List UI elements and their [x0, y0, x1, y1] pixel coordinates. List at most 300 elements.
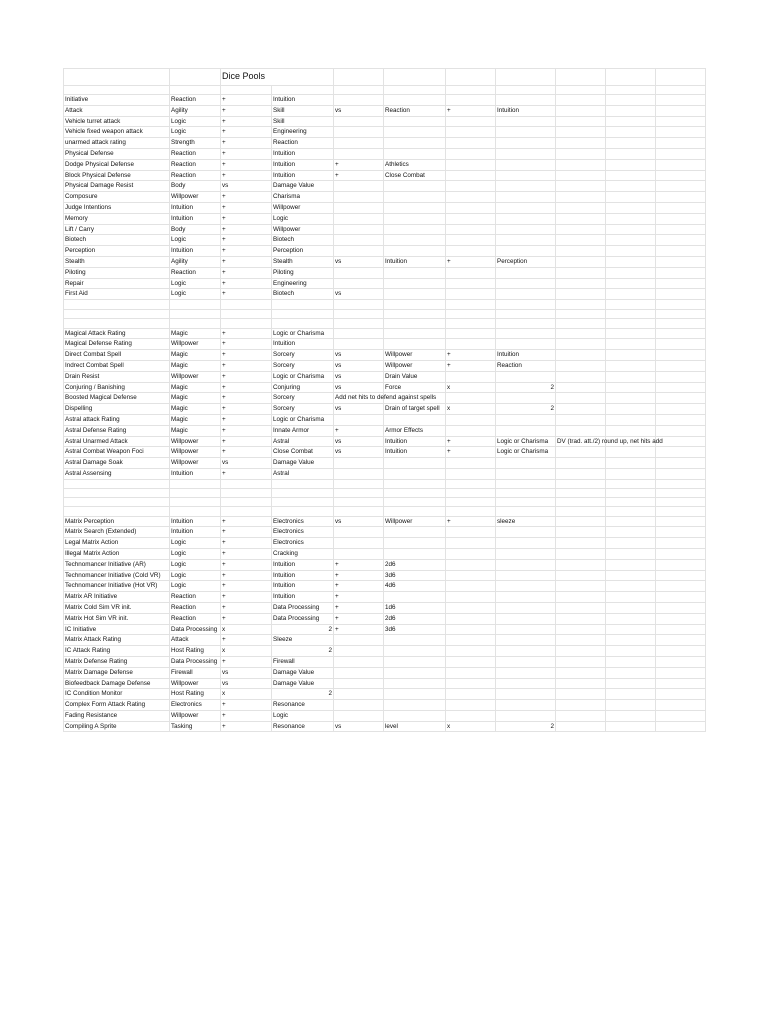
cell[interactable]: +	[221, 278, 272, 289]
cell[interactable]	[384, 498, 446, 507]
cell[interactable]: Intuition	[170, 246, 221, 257]
cell[interactable]	[334, 710, 384, 721]
cell[interactable]: Stealth	[272, 256, 334, 267]
row-label-cell[interactable]: Astral Unarmed Attack	[64, 436, 170, 447]
cell[interactable]	[656, 447, 706, 458]
cell[interactable]	[556, 721, 606, 732]
cell[interactable]: Armor Effects	[384, 425, 446, 436]
cell[interactable]	[606, 361, 656, 372]
cell[interactable]	[496, 415, 556, 426]
cell[interactable]	[496, 592, 556, 603]
cell[interactable]	[334, 235, 384, 246]
cell[interactable]	[334, 246, 384, 257]
cell[interactable]	[606, 246, 656, 257]
cell[interactable]	[656, 602, 706, 613]
cell[interactable]	[334, 667, 384, 678]
cell[interactable]	[446, 656, 496, 667]
cell[interactable]: sleeze	[496, 516, 556, 527]
cell[interactable]	[606, 328, 656, 339]
cell[interactable]	[334, 86, 384, 95]
cell[interactable]	[556, 95, 606, 106]
cell[interactable]	[656, 488, 706, 497]
cell[interactable]: Cracking	[272, 548, 334, 559]
cell[interactable]: +	[221, 548, 272, 559]
cell[interactable]	[606, 170, 656, 181]
cell[interactable]	[170, 69, 221, 86]
cell[interactable]	[556, 447, 606, 458]
cell[interactable]	[446, 192, 496, 203]
cell[interactable]	[446, 116, 496, 127]
cell[interactable]: Close Combat	[272, 447, 334, 458]
cell[interactable]	[384, 479, 446, 488]
cell[interactable]	[656, 436, 706, 447]
cell[interactable]: Damage Value	[272, 181, 334, 192]
cell[interactable]	[446, 235, 496, 246]
cell[interactable]	[656, 592, 706, 603]
cell[interactable]: Strength	[170, 138, 221, 149]
cell[interactable]	[272, 507, 334, 516]
cell[interactable]	[656, 393, 706, 404]
cell[interactable]	[384, 646, 446, 657]
cell[interactable]: x	[221, 624, 272, 635]
cell[interactable]: x	[446, 404, 496, 415]
cell[interactable]	[656, 624, 706, 635]
cell[interactable]	[384, 689, 446, 700]
cell[interactable]	[446, 559, 496, 570]
cell[interactable]	[221, 507, 272, 516]
cell[interactable]	[656, 710, 706, 721]
cell[interactable]	[384, 192, 446, 203]
cell[interactable]	[446, 570, 496, 581]
cell[interactable]	[334, 646, 384, 657]
cell[interactable]	[606, 371, 656, 382]
cell[interactable]: +	[221, 95, 272, 106]
cell[interactable]: vs	[334, 404, 384, 415]
cell[interactable]	[496, 469, 556, 480]
cell[interactable]	[556, 371, 606, 382]
cell[interactable]: 2	[496, 404, 556, 415]
cell[interactable]	[446, 69, 496, 86]
cell[interactable]	[384, 339, 446, 350]
cell[interactable]: x	[446, 721, 496, 732]
cell[interactable]	[170, 300, 221, 310]
cell[interactable]: Reaction	[496, 361, 556, 372]
cell[interactable]	[384, 202, 446, 213]
cell[interactable]	[334, 498, 384, 507]
cell[interactable]	[656, 116, 706, 127]
cell[interactable]: Magic	[170, 404, 221, 415]
cell[interactable]	[606, 95, 656, 106]
cell[interactable]	[556, 116, 606, 127]
row-label-cell[interactable]: Repair	[64, 278, 170, 289]
cell[interactable]	[656, 170, 706, 181]
cell[interactable]: Intuition	[170, 213, 221, 224]
cell[interactable]: +	[446, 516, 496, 527]
cell[interactable]: +	[221, 148, 272, 159]
cell[interactable]	[656, 213, 706, 224]
cell[interactable]	[64, 479, 170, 488]
cell[interactable]: Electronics	[272, 538, 334, 549]
cell[interactable]	[656, 148, 706, 159]
cell[interactable]	[334, 300, 384, 310]
cell[interactable]	[496, 300, 556, 310]
cell[interactable]	[496, 328, 556, 339]
cell[interactable]	[170, 309, 221, 319]
cell[interactable]	[170, 488, 221, 497]
cell[interactable]	[556, 458, 606, 469]
cell[interactable]	[656, 721, 706, 732]
cell[interactable]	[384, 458, 446, 469]
cell[interactable]	[384, 592, 446, 603]
cell[interactable]	[272, 300, 334, 310]
cell[interactable]	[446, 667, 496, 678]
cell[interactable]: Reaction	[170, 148, 221, 159]
row-label-cell[interactable]: Illegal Matrix Action	[64, 548, 170, 559]
cell[interactable]	[384, 538, 446, 549]
cell[interactable]	[384, 127, 446, 138]
cell[interactable]: Magic	[170, 415, 221, 426]
cell[interactable]	[334, 224, 384, 235]
cell[interactable]: Biotech	[272, 235, 334, 246]
cell[interactable]: Logic or Charisma	[272, 415, 334, 426]
cell[interactable]: x	[446, 382, 496, 393]
cell[interactable]	[496, 479, 556, 488]
cell[interactable]	[446, 415, 496, 426]
cell[interactable]	[606, 581, 656, 592]
cell[interactable]	[656, 689, 706, 700]
cell[interactable]	[556, 192, 606, 203]
cell[interactable]	[496, 548, 556, 559]
cell[interactable]: Magic	[170, 328, 221, 339]
cell[interactable]: Intuition	[272, 159, 334, 170]
cell[interactable]	[446, 689, 496, 700]
cell[interactable]	[496, 246, 556, 257]
cell[interactable]: Attack	[170, 635, 221, 646]
row-label-cell[interactable]: Composure	[64, 192, 170, 203]
cell[interactable]	[384, 328, 446, 339]
cell[interactable]	[384, 116, 446, 127]
cell[interactable]	[606, 498, 656, 507]
cell[interactable]	[606, 256, 656, 267]
cell[interactable]	[606, 613, 656, 624]
cell[interactable]: Logic	[170, 278, 221, 289]
cell[interactable]	[221, 488, 272, 497]
cell[interactable]: x	[221, 646, 272, 657]
cell[interactable]	[446, 548, 496, 559]
cell[interactable]: +	[221, 350, 272, 361]
cell[interactable]	[556, 516, 606, 527]
cell[interactable]	[606, 721, 656, 732]
cell[interactable]	[272, 488, 334, 497]
cell[interactable]	[656, 548, 706, 559]
cell[interactable]: Intuition	[496, 350, 556, 361]
cell[interactable]	[334, 116, 384, 127]
cell[interactable]	[656, 95, 706, 106]
cell[interactable]	[656, 425, 706, 436]
cell[interactable]: Magic	[170, 382, 221, 393]
row-label-cell[interactable]: Matrix Cold Sim VR init.	[64, 602, 170, 613]
cell[interactable]	[334, 278, 384, 289]
cell[interactable]	[656, 382, 706, 393]
cell[interactable]: Logic or Charisma	[496, 447, 556, 458]
cell[interactable]: 2	[272, 646, 334, 657]
cell[interactable]	[446, 278, 496, 289]
cell[interactable]	[496, 678, 556, 689]
cell[interactable]	[221, 319, 272, 329]
row-label-cell[interactable]: Astral Combat Weapon Foci	[64, 447, 170, 458]
cell[interactable]: Agility	[170, 105, 221, 116]
cell[interactable]	[606, 86, 656, 95]
cell[interactable]: +	[221, 138, 272, 149]
cell[interactable]	[606, 678, 656, 689]
cell[interactable]	[496, 570, 556, 581]
cell[interactable]	[64, 86, 170, 95]
cell[interactable]	[496, 181, 556, 192]
cell[interactable]	[384, 278, 446, 289]
cell[interactable]: Data Processing	[170, 624, 221, 635]
row-label-cell[interactable]: Judge Intentions	[64, 202, 170, 213]
cell[interactable]: Logic	[170, 127, 221, 138]
cell[interactable]	[384, 235, 446, 246]
cell[interactable]: Willpower	[384, 361, 446, 372]
cell[interactable]	[606, 548, 656, 559]
cell[interactable]	[496, 646, 556, 657]
cell[interactable]: Perception	[272, 246, 334, 257]
cell[interactable]: Intuition	[272, 170, 334, 181]
row-label-cell[interactable]: Astral Defense Rating	[64, 425, 170, 436]
cell[interactable]: Sorcery	[272, 350, 334, 361]
cell[interactable]	[496, 116, 556, 127]
cell[interactable]: Logic or Charisma	[272, 328, 334, 339]
cell[interactable]: +	[221, 192, 272, 203]
cell[interactable]: vs	[334, 516, 384, 527]
cell[interactable]: Damage Value	[272, 667, 334, 678]
cell[interactable]: Engineering	[272, 127, 334, 138]
cell[interactable]: Reaction	[170, 613, 221, 624]
cell[interactable]	[556, 613, 606, 624]
cell[interactable]	[556, 246, 606, 257]
cell[interactable]	[496, 425, 556, 436]
cell[interactable]	[334, 339, 384, 350]
cell[interactable]: Logic	[170, 235, 221, 246]
cell[interactable]: +	[334, 425, 384, 436]
cell[interactable]	[656, 159, 706, 170]
row-label-cell[interactable]: Technomancer Initiative (Hot VR)	[64, 581, 170, 592]
cell[interactable]: +	[221, 570, 272, 581]
cell[interactable]	[496, 159, 556, 170]
cell[interactable]	[656, 319, 706, 329]
cell[interactable]: +	[446, 361, 496, 372]
cell[interactable]	[334, 213, 384, 224]
cell[interactable]	[446, 159, 496, 170]
cell[interactable]: Intuition	[384, 436, 446, 447]
cell[interactable]	[606, 192, 656, 203]
cell[interactable]: vs	[334, 256, 384, 267]
cell[interactable]: Magic	[170, 361, 221, 372]
cell[interactable]	[170, 507, 221, 516]
row-label-cell[interactable]: Direct Combat Spell	[64, 350, 170, 361]
cell[interactable]: Willpower	[170, 710, 221, 721]
cell[interactable]	[272, 309, 334, 319]
cell[interactable]	[556, 646, 606, 657]
cell[interactable]: Add net hits to defend against spells	[334, 393, 384, 404]
cell[interactable]	[606, 69, 656, 86]
cell[interactable]	[496, 689, 556, 700]
row-label-cell[interactable]: Legal Matrix Action	[64, 538, 170, 549]
cell[interactable]	[334, 527, 384, 538]
cell[interactable]	[606, 235, 656, 246]
cell[interactable]	[384, 148, 446, 159]
cell[interactable]	[656, 138, 706, 149]
cell[interactable]	[446, 479, 496, 488]
cell[interactable]	[556, 507, 606, 516]
cell[interactable]	[556, 224, 606, 235]
cell[interactable]	[446, 527, 496, 538]
cell[interactable]: Intuition	[272, 570, 334, 581]
cell[interactable]	[446, 371, 496, 382]
cell[interactable]: Electronics	[272, 527, 334, 538]
cell[interactable]: +	[221, 339, 272, 350]
cell[interactable]	[606, 458, 656, 469]
cell[interactable]	[446, 267, 496, 278]
cell[interactable]: +	[221, 602, 272, 613]
cell[interactable]: vs	[334, 447, 384, 458]
cell[interactable]	[496, 635, 556, 646]
cell[interactable]	[656, 105, 706, 116]
cell[interactable]	[446, 635, 496, 646]
cell[interactable]	[446, 300, 496, 310]
row-label-cell[interactable]: Matrix Defense Rating	[64, 656, 170, 667]
cell[interactable]	[496, 213, 556, 224]
cell[interactable]	[606, 105, 656, 116]
cell[interactable]	[556, 382, 606, 393]
cell[interactable]: +	[221, 447, 272, 458]
row-label-cell[interactable]: Block Physical Defense	[64, 170, 170, 181]
row-label-cell[interactable]: Magical Defense Rating	[64, 339, 170, 350]
cell[interactable]	[556, 559, 606, 570]
row-label-cell[interactable]: Technomancer Initiative (AR)	[64, 559, 170, 570]
cell[interactable]: Sorcery	[272, 404, 334, 415]
cell[interactable]	[446, 613, 496, 624]
cell[interactable]	[556, 86, 606, 95]
cell[interactable]	[606, 479, 656, 488]
row-label-cell[interactable]: Memory	[64, 213, 170, 224]
cell[interactable]	[556, 159, 606, 170]
cell[interactable]	[606, 488, 656, 497]
row-label-cell[interactable]: Technomancer Initiative (Cold VR)	[64, 570, 170, 581]
cell[interactable]: Body	[170, 181, 221, 192]
cell[interactable]	[334, 95, 384, 106]
row-label-cell[interactable]: Piloting	[64, 267, 170, 278]
cell[interactable]: vs	[334, 105, 384, 116]
cell[interactable]	[656, 69, 706, 86]
cell[interactable]	[446, 469, 496, 480]
cell[interactable]	[606, 656, 656, 667]
cell[interactable]	[446, 538, 496, 549]
cell[interactable]: 2d6	[384, 613, 446, 624]
cell[interactable]	[384, 181, 446, 192]
cell[interactable]	[446, 458, 496, 469]
row-label-cell[interactable]: Stealth	[64, 256, 170, 267]
cell[interactable]	[496, 602, 556, 613]
row-label-cell[interactable]: Attack	[64, 105, 170, 116]
cell[interactable]: +	[221, 382, 272, 393]
cell[interactable]	[656, 181, 706, 192]
cell[interactable]	[556, 415, 606, 426]
cell[interactable]: +	[446, 350, 496, 361]
cell[interactable]: +	[221, 538, 272, 549]
cell[interactable]	[556, 570, 606, 581]
cell[interactable]: 3d6	[384, 570, 446, 581]
cell[interactable]: Logic	[170, 538, 221, 549]
cell[interactable]	[446, 86, 496, 95]
cell[interactable]	[384, 527, 446, 538]
cell[interactable]	[334, 479, 384, 488]
cell[interactable]	[606, 319, 656, 329]
cell[interactable]	[384, 700, 446, 711]
cell[interactable]	[556, 127, 606, 138]
cell[interactable]	[656, 202, 706, 213]
cell[interactable]: +	[446, 105, 496, 116]
cell[interactable]: Willpower	[170, 339, 221, 350]
cell[interactable]	[446, 289, 496, 300]
row-label-cell[interactable]: IC Initiative	[64, 624, 170, 635]
cell[interactable]	[384, 667, 446, 678]
cell[interactable]: 2	[496, 382, 556, 393]
cell[interactable]	[272, 498, 334, 507]
cell[interactable]: Intuition	[272, 581, 334, 592]
cell[interactable]	[64, 319, 170, 329]
cell[interactable]: Logic	[170, 581, 221, 592]
cell[interactable]	[606, 624, 656, 635]
row-label-cell[interactable]: Initiative	[64, 95, 170, 106]
cell[interactable]	[221, 86, 272, 95]
cell[interactable]	[606, 700, 656, 711]
cell[interactable]	[496, 192, 556, 203]
cell[interactable]: Intuition	[384, 447, 446, 458]
cell[interactable]	[556, 339, 606, 350]
cell[interactable]	[384, 488, 446, 497]
cell[interactable]	[272, 86, 334, 95]
cell[interactable]	[656, 192, 706, 203]
cell[interactable]	[656, 700, 706, 711]
cell[interactable]: +	[221, 328, 272, 339]
cell[interactable]	[64, 300, 170, 310]
cell[interactable]	[446, 328, 496, 339]
cell[interactable]	[221, 309, 272, 319]
cell[interactable]	[64, 69, 170, 86]
cell[interactable]: Engineering	[272, 278, 334, 289]
cell[interactable]	[446, 309, 496, 319]
cell[interactable]: vs	[221, 678, 272, 689]
cell[interactable]	[446, 181, 496, 192]
cell[interactable]: Reaction	[170, 267, 221, 278]
cell[interactable]	[606, 224, 656, 235]
cell[interactable]: Reaction	[170, 159, 221, 170]
cell[interactable]: Logic	[170, 289, 221, 300]
cell[interactable]	[384, 69, 446, 86]
cell[interactable]	[656, 570, 706, 581]
cell[interactable]	[606, 507, 656, 516]
cell[interactable]: Agility	[170, 256, 221, 267]
cell[interactable]: Electronics	[170, 700, 221, 711]
cell[interactable]	[384, 289, 446, 300]
cell[interactable]: Reaction	[170, 602, 221, 613]
cell[interactable]	[656, 267, 706, 278]
cell[interactable]: Firewall	[272, 656, 334, 667]
cell[interactable]: Damage Value	[272, 458, 334, 469]
cell[interactable]: Magic	[170, 393, 221, 404]
